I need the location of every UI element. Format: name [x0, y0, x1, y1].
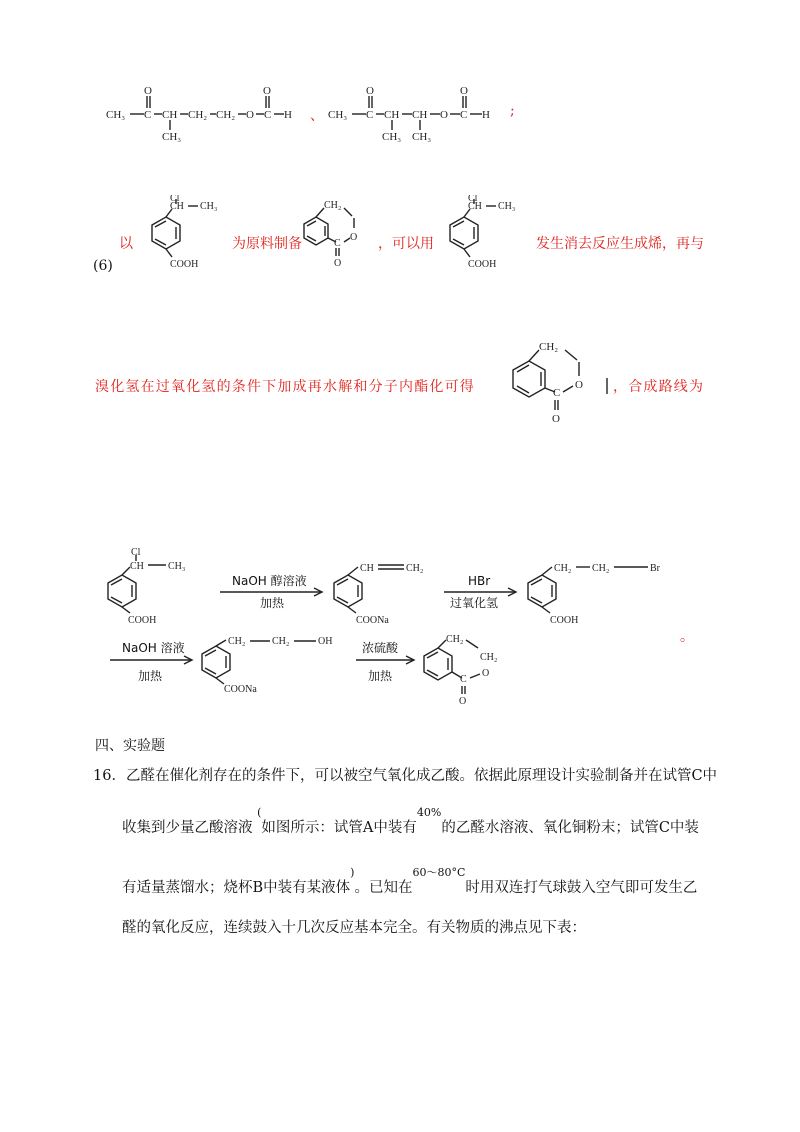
label-oh: OH	[318, 636, 333, 647]
label-c: C	[460, 109, 468, 121]
label-ch2: CH₂	[592, 563, 610, 574]
label-ch3: CH₃	[200, 201, 218, 212]
label-methyl: CH₃	[162, 131, 182, 143]
lactone-structure-large	[503, 338, 613, 428]
q16-line-2b: 如图所示：试管A中装有	[261, 820, 417, 836]
reactant-structure-repeat	[430, 195, 535, 275]
arrow-3-top: NaOH 溶液	[122, 641, 185, 655]
q16-line-4: 醛的氧化反应，连续鼓入十几次反应基本完全。有关物质的沸点见下表：	[122, 920, 586, 936]
ester-structure-1	[100, 80, 310, 145]
label-ch2: CH₂	[188, 109, 208, 121]
label-methyl: CH₃	[382, 131, 402, 143]
q16-line-2c: 的乙醛水溶液、氧化铜粉末；试管C中装	[441, 820, 699, 836]
text-route-intro: ，合成路线为	[613, 379, 705, 395]
label-ch: CH	[412, 109, 428, 121]
route-row-1	[100, 545, 700, 625]
svg-text:O: O	[460, 85, 468, 97]
arrow-2-bottom: 过氧化氢	[450, 596, 499, 610]
label-coona: COONa	[224, 684, 257, 695]
svg-text:C: C	[553, 387, 561, 399]
label-cooh: COOH	[170, 259, 199, 270]
text-raw-material: 为原料制备	[232, 236, 302, 252]
route-compound-3	[528, 563, 661, 625]
label-cl: Cl	[170, 195, 180, 204]
question-number: 16．	[93, 768, 126, 784]
label-br: Br	[650, 563, 660, 574]
label-oxo: O	[366, 85, 374, 97]
label-ch2: CH₂	[272, 636, 290, 647]
svg-text:COOH: COOH	[468, 259, 497, 270]
route-row-2	[100, 630, 640, 710]
label-ch3: CH₃	[106, 109, 126, 121]
svg-text:CH: CH	[468, 201, 482, 212]
route-compound-4	[202, 636, 332, 695]
label-ch: CH	[384, 109, 400, 121]
label-ch3: CH₃	[328, 109, 348, 121]
svg-text:O: O	[575, 379, 583, 391]
label-methyl: CH₃	[412, 131, 432, 143]
label-coona: COONa	[356, 615, 389, 625]
label-o: O	[440, 109, 448, 121]
label-c: C	[264, 109, 272, 121]
svg-text:CH₃: CH₃	[498, 201, 516, 212]
text-yi: 以	[119, 236, 133, 252]
label-ch: CH	[360, 563, 374, 574]
svg-text:O: O	[552, 413, 560, 425]
lactone-structure	[296, 198, 376, 268]
label-ch2: CH₂	[216, 109, 236, 121]
route-compound-5	[424, 634, 497, 707]
svg-text:C: C	[144, 109, 152, 121]
label-ch: CH	[130, 561, 144, 572]
label-ch2: CH₂	[446, 634, 464, 645]
label-cooh: COOH	[550, 615, 579, 625]
text-elimination: 发生消去反应生成烯，再与	[536, 236, 704, 252]
label-h: H	[482, 109, 490, 121]
label-ch2: CH₂	[406, 563, 424, 574]
label-ch2: CH₂	[554, 563, 572, 574]
label-ch2: CH₂	[480, 652, 498, 663]
paren-close: )	[350, 866, 355, 879]
svg-text:Cl: Cl	[468, 195, 478, 204]
q16-line-3b: 。已知在	[354, 880, 413, 896]
svg-text:C: C	[366, 109, 374, 121]
arrow-4-top: 浓硫酸	[362, 641, 399, 655]
label-ch3: CH₃	[168, 561, 186, 572]
label-cl: Cl	[131, 547, 141, 558]
svg-text:O: O	[334, 258, 342, 268]
ester-structure-2	[322, 80, 522, 145]
concentration: 40%	[416, 806, 442, 819]
svg-text:O: O	[263, 85, 271, 97]
route-end-mark: 。	[680, 629, 694, 645]
label-c: C	[334, 238, 341, 249]
reactant-structure	[132, 195, 232, 275]
text-can-use: ，可以用	[378, 236, 434, 252]
svg-text:CH₂: CH₂	[539, 341, 559, 353]
label-oxo: O	[144, 85, 152, 97]
q16-line-2a: 收集到少量乙酸溶液	[122, 820, 253, 836]
label-cooh: COOH	[128, 615, 157, 625]
label-c: C	[460, 674, 467, 685]
label-o: O	[482, 668, 490, 679]
arrow-2-top: HBr	[468, 574, 491, 588]
label-ch: CH	[162, 109, 178, 121]
end-semicolon: ;	[510, 103, 515, 119]
label-ch2: CH₂	[228, 636, 246, 647]
svg-text:O: O	[459, 696, 467, 707]
label-o: O	[350, 232, 358, 243]
label-ch: CH	[170, 201, 184, 212]
label-o: O	[246, 109, 254, 121]
route-compound-2	[334, 563, 423, 625]
section-title: 四、实验题	[95, 738, 165, 754]
label-ch2: CH₂	[324, 200, 342, 211]
q16-line-1: 乙醛在催化剂存在的条件下，可以被空气氧化成乙酸。依据此原理设计实验制备并在试管C中	[125, 768, 718, 784]
arrow-4-bottom: 加热	[368, 669, 393, 683]
q16-line-3c: 时用双连打气球鼓入空气即可发生乙	[465, 880, 698, 896]
label-h: H	[284, 109, 292, 121]
arrow-3-bottom: 加热	[138, 669, 163, 683]
part-number: (6)	[93, 258, 113, 274]
arrow-1-bottom: 加热	[260, 596, 285, 610]
paren-open: (	[257, 806, 262, 819]
temperature: 60～80°C	[412, 866, 466, 879]
q16-line-3a: 有适量蒸馏水；烧杯B中装有某液体	[122, 880, 351, 896]
route-compound-1	[108, 547, 185, 625]
arrow-1-top: NaOH 醇溶液	[232, 574, 307, 588]
text-hbr-addition: 溴化氢在过氧化氢的条件下加成再水解和分子内酯化可得	[95, 379, 475, 395]
separator: 、	[310, 108, 324, 124]
